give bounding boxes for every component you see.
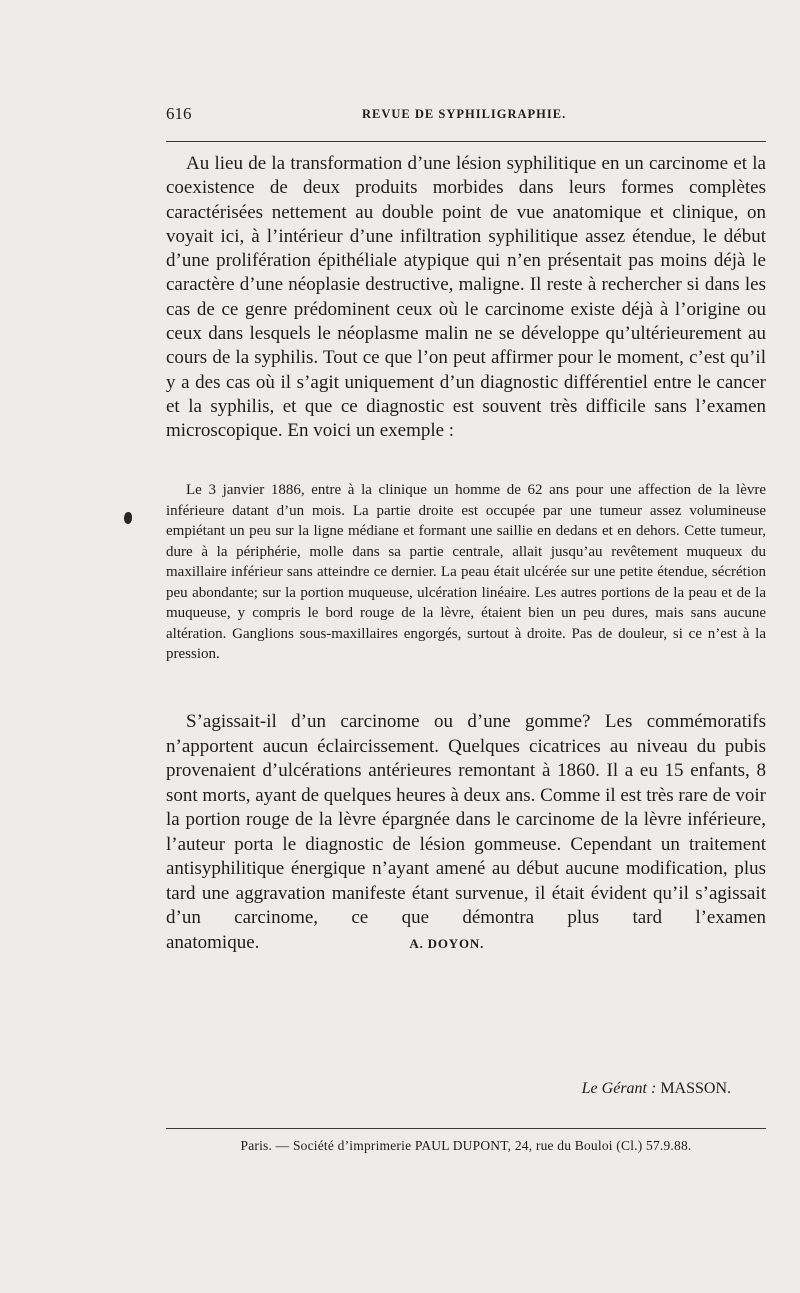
- paragraph-case-report: Le 3 janvier 1886, entre à la clinique un homme de 62 ans pour une affection de la lèvre inférieure datant d’un mois. La partie droite est occupée par une tumeur assez volumineuse empiétant un peu sur la ligne médiane et formant une saillie en dedans et en dehors. Cette tumeur, dure à la périphérie, molle dans sa partie centrale, allait jusqu’au revêtement muqueux du maxillaire inférieur sans atteindre ce dernier. La peau était ulcérée sur une petite étendue, sécrétion peu abondante; sur la portion muqueuse, ulcération linéaire. Les autres portions de la peau et de la muqueuse, y compris le bord rouge de la lèvre, étaient bien un peu dures, mais sans aucune altération. Ganglions sous-maxillaires engorgés, surtout à droite. Pas de douleur, si ce n’est à la pression.: [166, 482, 766, 662]
- page-header: [166, 104, 766, 130]
- paragraph-main: Au lieu de la transformation d’une lésion syphilitique en un carcinome et la coexistence de deux produits morbides dans leurs formes complètes caractérisées nettement au double point de vue anatomique et clinique, on voyait ici, à l’intérieur d’une infiltration syphilitique assez étendue, le début d’une prolifération épithéliale atypique qui n’en présentait pas moins déjà le caractère d’une néoplasie destructive, maligne. Il reste à rechercher si dans les cas de ce genre prédominent ceux où le carcinome existe déjà à l’origine ou ceux dans lesquels le néoplasme malin ne se développe qu’ultérieurement au cours de la syphilis. Tout ce que l’on peut affirmer pour le moment, c’est qu’il y a des cas où il s’agit uniquement d’un diagnostic différentiel entre le cancer et la syphilis, et que ce diagnostic est souvent très difficile sans l’examen microscopique. En voici un exemple :: [166, 153, 766, 442]
- discussion-text: S’agissait-il d’un carcinome ou d’une gomme? Les commémoratifs n’apportent aucun éclaircissement. Quelques cicatrices au niveau du pubis provenaient d’ulcérations antérieures remontant à 1860. Il a eu 15 enfants, 8 sont morts, ayant de quelques heures à deux ans. Comme il est très rare de voir la portion rouge de la lèvre épargnée dans le carcinome de la lèvre inférieure, l’auteur porta le diagnostic de lésion gommeuse. Cependant un traitement antisyphilitique énergique n’ayant amené au début aucune modification, plus tard une aggravation manifeste étant survenue, il était évident qu’il s’agissait d’un carcinome, ce que démontra plus tard l’examen anatomique.: [166, 711, 766, 953]
- gerant-label: Le Gérant :: [581, 1080, 657, 1097]
- page-number: 616: [166, 104, 192, 123]
- author-signature: A. DOYON.: [409, 935, 485, 951]
- paragraph-discussion: [166, 710, 766, 956]
- ink-blot-mark: [124, 512, 132, 524]
- running-title: REVUE DE SYPHILIGRAPHIE.: [362, 107, 567, 121]
- footer-rule: [166, 1128, 766, 1129]
- gerant-name: MASSON.: [660, 1080, 731, 1097]
- gerant-line: [166, 1080, 731, 1098]
- printer-imprint: Paris. — Société d’imprimerie PAUL DUPONT, 24, rue du Bouloi (Cl.) 57.9.88.: [240, 1138, 692, 1153]
- header-rule: [166, 141, 766, 142]
